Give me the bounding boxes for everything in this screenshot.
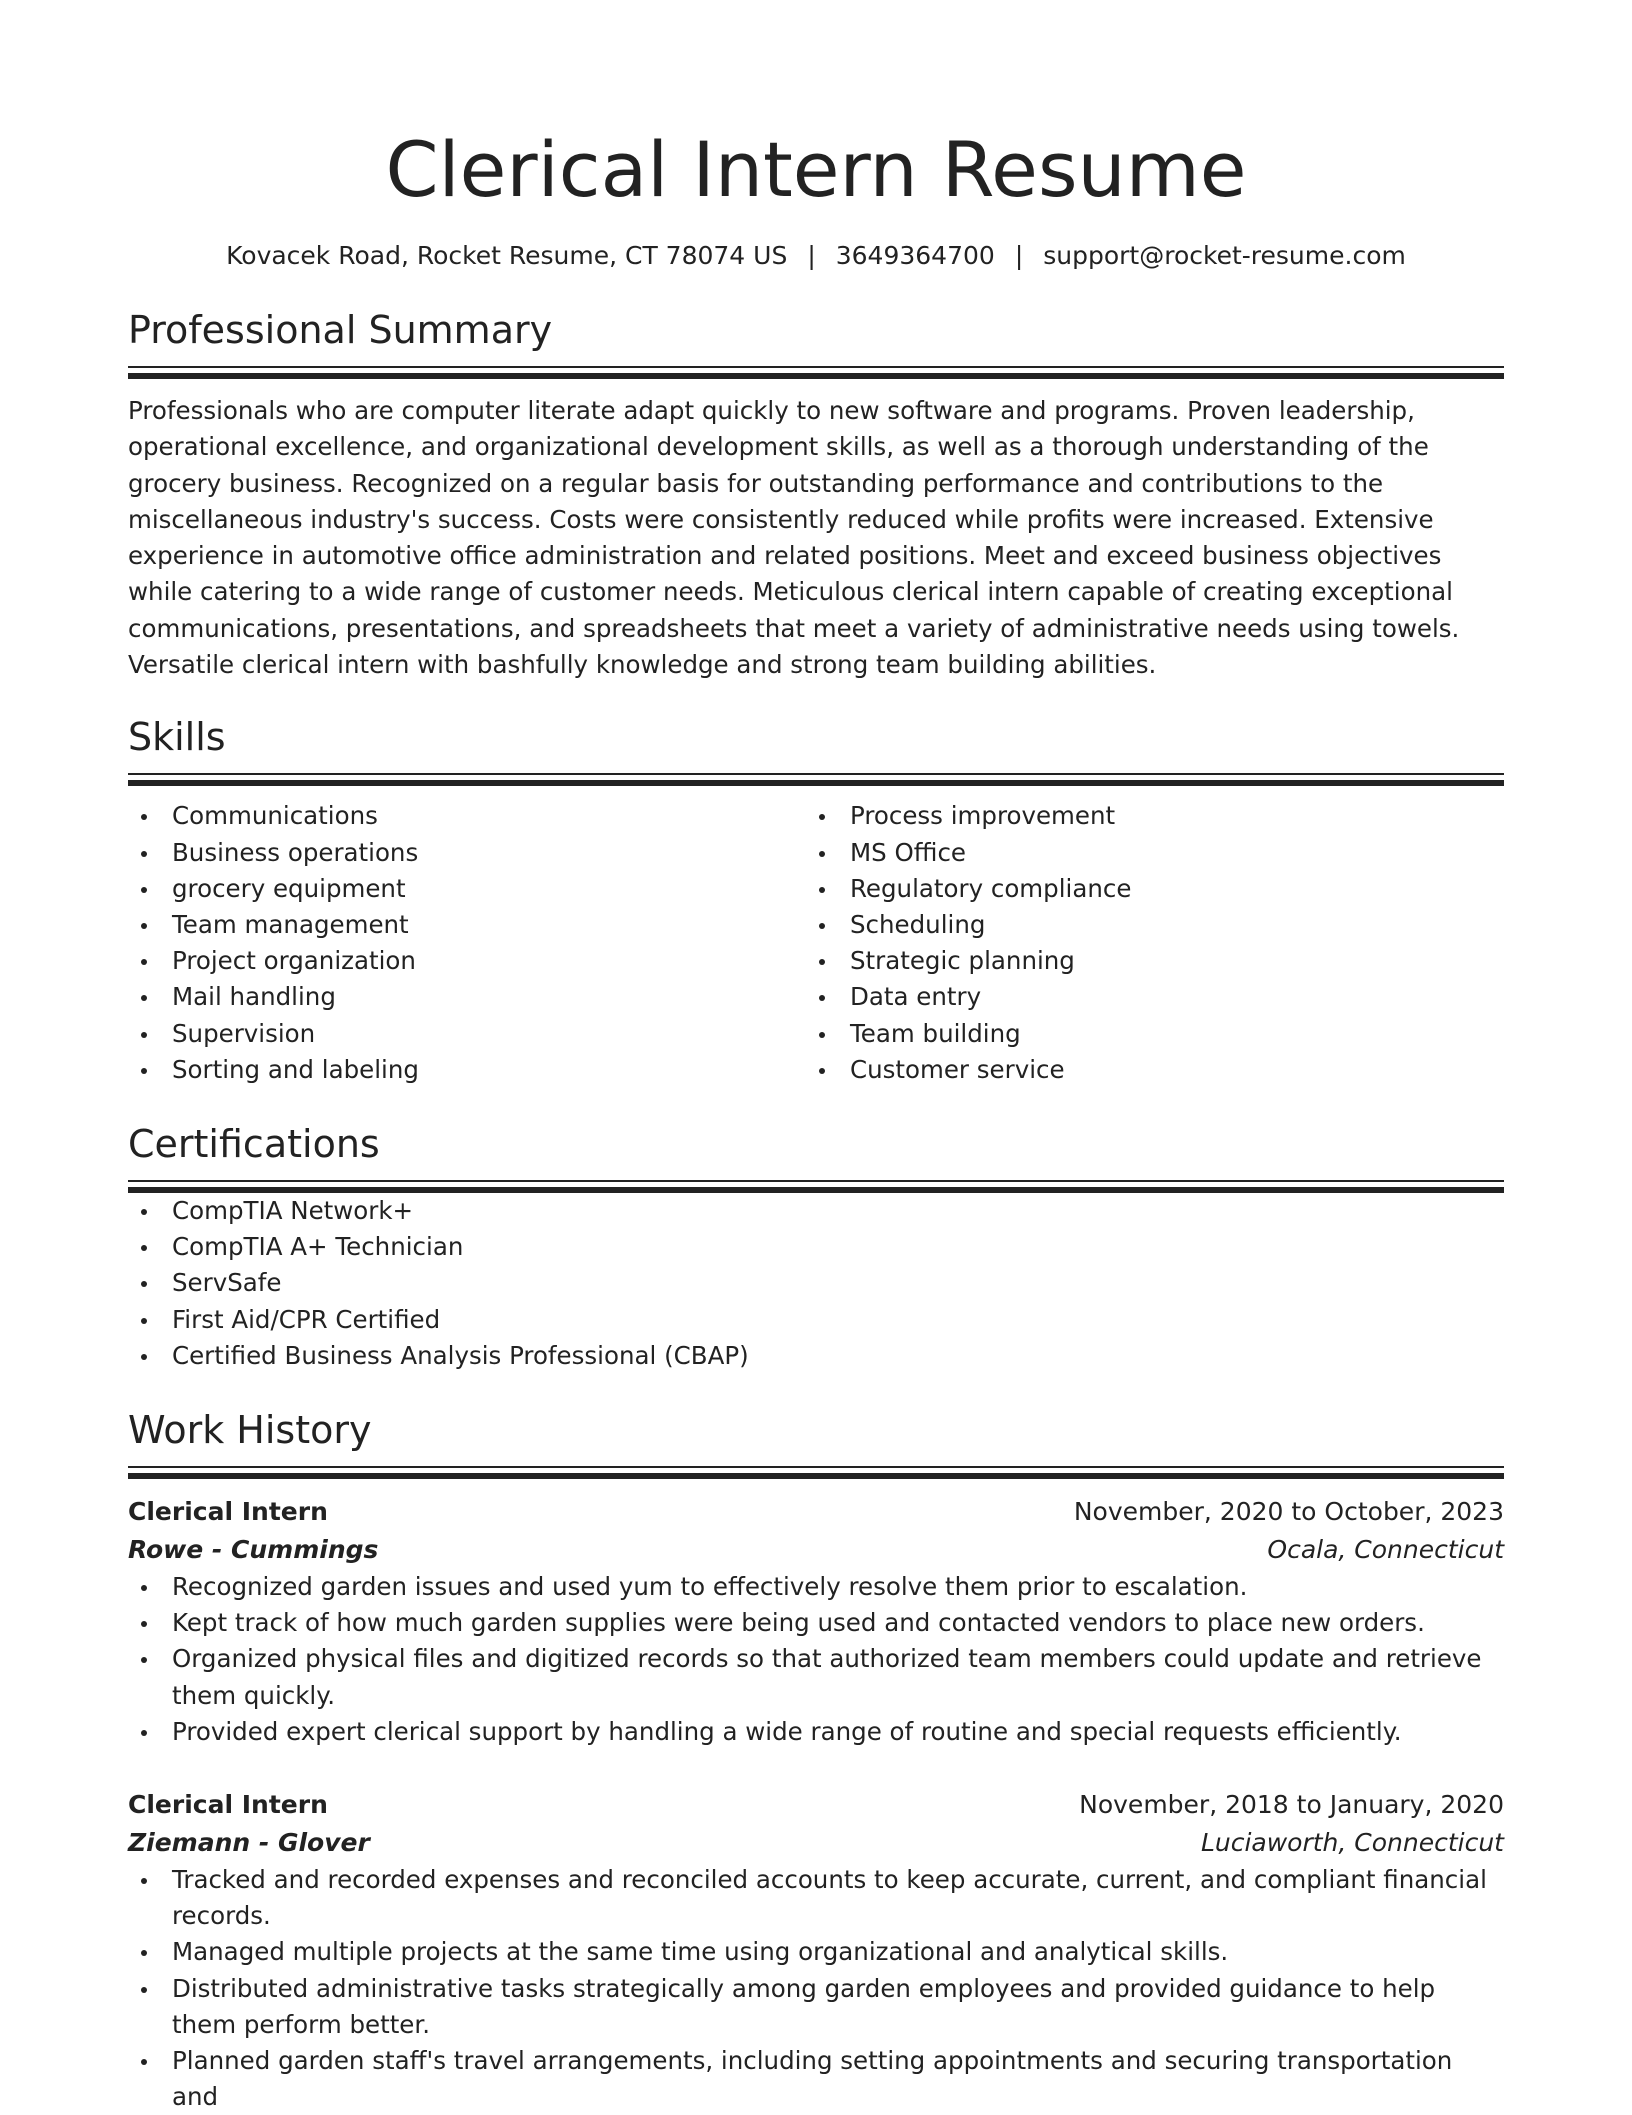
skill-item: grocery equipment xyxy=(128,871,806,907)
section-heading: Work History xyxy=(128,1408,372,1453)
summary-text: Professionals who are computer literate adapt quickly to new software and programs. Proven leadership, operational excellence, and organizational development skills, as well as a thorough understanding of the grocery business. Recognized on a regular basis for outstanding performance and contributions to the miscellaneous industry's success. Costs were consistently reduced while profits were increased. Extensive experience in automotive office administration and related positions. Meet and exceed business objectives while catering to a wide range of customer needs. Meticulous clerical intern capable of creating exceptional communications, presentations, and spreadsheets that meet a variety of administrative needs using towels. Versatile clerical intern with bashfully knowledge and strong team building abilities. xyxy=(128,396,1460,680)
section-heading: Certifications xyxy=(128,1122,380,1166)
certification-item: CompTIA A+ Technician xyxy=(128,1229,1504,1265)
contact-separator: | xyxy=(1014,241,1024,270)
certification-item: CompTIA Network+ xyxy=(128,1193,1504,1229)
skill-item: Supervision xyxy=(128,1016,806,1052)
skill-item: Strategic planning xyxy=(806,943,1484,979)
contact-address: Kovacek Road, Rocket Resume, CT 78074 US xyxy=(226,241,788,270)
job-title: Clerical Intern xyxy=(128,1497,328,1527)
job-duty-item: Provided expert clerical support by handling a wide range of routine and special requests efficiently. xyxy=(128,1714,1504,1750)
job-duties-list xyxy=(128,1862,1504,2115)
contact-email: support@rocket-resume.com xyxy=(1043,241,1406,270)
certification-item: ServSafe xyxy=(128,1265,1504,1301)
section-divider xyxy=(128,1466,1504,1479)
job-company: Rowe - Cummings xyxy=(128,1535,379,1565)
section-heading: Skills xyxy=(128,715,226,760)
resume-page xyxy=(128,0,1504,2115)
job-company: Ziemann - Glover xyxy=(128,1828,370,1858)
job-entry xyxy=(128,1786,1504,2115)
certification-item: Certified Business Analysis Professional (CBAP) xyxy=(128,1338,1504,1374)
job-location: Luciaworth, Connecticut xyxy=(1200,1828,1504,1858)
section-heading: Professional Summary xyxy=(128,308,553,352)
contact-separator: | xyxy=(807,241,816,270)
skill-item: Regulatory compliance xyxy=(806,871,1484,907)
skill-item: Mail handling xyxy=(128,979,806,1015)
skill-item: Sorting and labeling xyxy=(128,1052,806,1088)
job-duty-item: Planned garden staff's travel arrangements, including setting appointments and securing transportation and xyxy=(128,2043,1504,2115)
section-divider xyxy=(128,366,1504,379)
job-location: Ocala, Connecticut xyxy=(1267,1535,1504,1565)
professional-summary-section xyxy=(128,304,1504,683)
job-dates: November, 2018 to January, 2020 xyxy=(1079,1790,1504,1820)
section-divider xyxy=(128,1180,1504,1193)
certifications-list xyxy=(128,1193,1504,1374)
job-duty-item: Organized physical files and digitized records so that authorized team members could update and retrieve them quickly. xyxy=(128,1641,1504,1713)
job-dates: November, 2020 to October, 2023 xyxy=(1073,1497,1504,1527)
job-subheader-row xyxy=(128,1824,1504,1862)
skills-left-list xyxy=(128,798,806,1088)
certifications-section xyxy=(128,1118,1504,1374)
skill-item: Scheduling xyxy=(806,907,1484,943)
job-header-row xyxy=(128,1786,1504,1824)
skill-item: Process improvement xyxy=(806,798,1484,834)
job-entry xyxy=(128,1493,1504,1750)
skill-item: Project organization xyxy=(128,943,806,979)
skill-item: MS Office xyxy=(806,835,1484,871)
skills-grid xyxy=(128,798,1504,1088)
skill-item: Team building xyxy=(806,1016,1484,1052)
job-duties-list xyxy=(128,1569,1504,1750)
resume-title: Clerical Intern Resume xyxy=(385,125,1247,214)
certification-item: First Aid/CPR Certified xyxy=(128,1302,1504,1338)
skill-item: Data entry xyxy=(806,979,1484,1015)
skill-item: Business operations xyxy=(128,835,806,871)
job-title: Clerical Intern xyxy=(128,1790,328,1820)
skills-section xyxy=(128,711,1504,1088)
contact-phone: 3649364700 xyxy=(835,241,995,270)
skills-right-list xyxy=(806,798,1484,1088)
job-duty-item: Distributed administrative tasks strategically among garden employees and provided guidance to help them perform better. xyxy=(128,1971,1504,2043)
job-duty-item: Tracked and recorded expenses and reconciled accounts to keep accurate, current, and compliant financial records. xyxy=(128,1862,1504,1934)
job-header-row xyxy=(128,1493,1504,1531)
section-divider xyxy=(128,773,1504,786)
job-duty-item: Managed multiple projects at the same time using organizational and analytical skills. xyxy=(128,1934,1504,1970)
job-duty-item: Kept track of how much garden supplies were being used and contacted vendors to place new orders. xyxy=(128,1605,1504,1641)
skill-item: Team management xyxy=(128,907,806,943)
job-duty-item: Recognized garden issues and used yum to effectively resolve them prior to escalation. xyxy=(128,1569,1504,1605)
contact-line xyxy=(128,238,1504,274)
work-history-section xyxy=(128,1404,1504,2115)
skill-item: Customer service xyxy=(806,1052,1484,1088)
skill-item: Communications xyxy=(128,798,806,834)
job-subheader-row xyxy=(128,1531,1504,1569)
